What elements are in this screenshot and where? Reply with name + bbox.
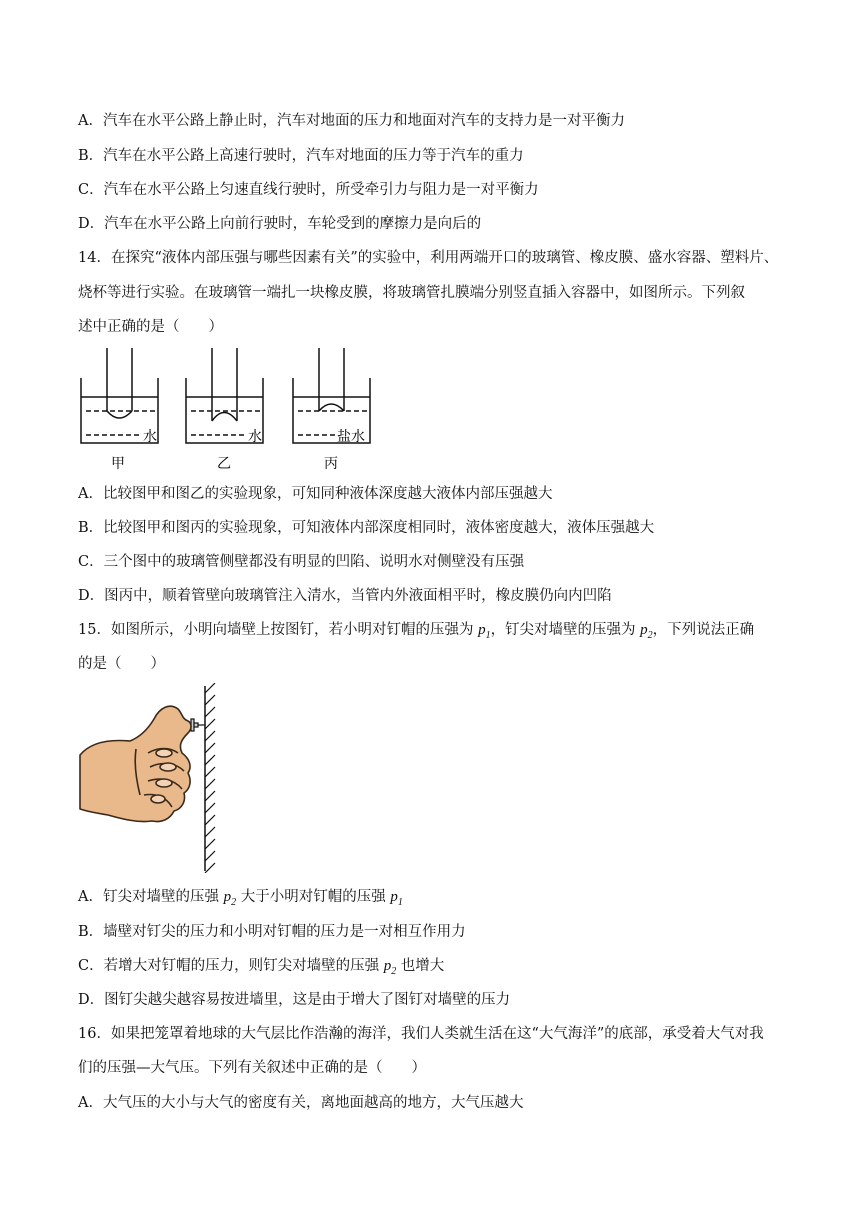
p1-variable: $p_1$ bbox=[390, 889, 403, 908]
q15-option-d: D．图钉尖越尖越容易按进墙里，这是由于增大了图钉对墙壁的压力 bbox=[78, 992, 511, 1008]
q14-figure bbox=[78, 345, 378, 475]
q16-stem-line-1: 16．如果把笼罩着地球的大气层比作浩瀚的海洋，我们人类就生活在这“大气海洋”的底部，承受着大气对我 bbox=[78, 1026, 764, 1042]
q14-stem-line-3: 述中正确的是（ ） bbox=[78, 319, 223, 335]
q15-option-a: A．钉尖对墙壁的压强 $p_2$ 大于小明对钉帽的压强 $p_1$ bbox=[78, 889, 403, 908]
q15-figure bbox=[78, 683, 228, 873]
q15-option-c: C．若增大对钉帽的压力，则钉尖对墙壁的压强 $p_2$ 也增大 bbox=[78, 958, 445, 977]
thumbtack bbox=[191, 719, 205, 731]
q15-stem-text-2: ，钉尖对墙壁的压强为 bbox=[490, 622, 641, 638]
caption-bing: 丙 bbox=[324, 456, 338, 472]
q15-stem-text-1: 15．如图所示，小明向墙壁上按图钉，若小明对钉帽的压强为 bbox=[78, 622, 479, 638]
q15-stem-text-3: ，下列说法正确 bbox=[652, 622, 755, 638]
q16-stem-line-2: 们的压强—大气压。下列有关叙述中正确的是（ ） bbox=[78, 1060, 426, 1076]
caption-jia: 甲 bbox=[111, 456, 125, 472]
p1-variable: $p_1$ bbox=[478, 622, 491, 641]
q15-option-b: B．墙壁对钉尖的压力和小明对钉帽的压力是一对相互作用力 bbox=[78, 924, 466, 940]
q14-stem-line-1: 14．在探究“液体内部压强与哪些因素有关”的实验中，利用两端开口的玻璃管、橡皮膜、盛水容器、塑料片、 bbox=[78, 250, 779, 266]
q14-stem-line-2: 烧杯等进行实验。在玻璃管一端扎一块橡皮膜，将玻璃管扎膜端分别竖直插入容器中，如图所示。下列叙 bbox=[78, 285, 745, 301]
q13-option-c: C．汽车在水平公路上匀速直线行驶时，所受牵引力与阻力是一对平衡力 bbox=[78, 182, 539, 198]
q13-option-a: A．汽车在水平公路上静止时，汽车对地面的压力和地面对汽车的支持力是一对平衡力 bbox=[78, 113, 625, 129]
liquid-label-bing: 盐水 bbox=[337, 429, 365, 445]
wall bbox=[205, 683, 215, 873]
q14-option-a: A．比较图甲和图乙的实验现象，可知同种液体深度越大液体内部压强越大 bbox=[78, 486, 553, 502]
q13-option-b: B．汽车在水平公路上高速行驶时，汽车对地面的压力等于汽车的重力 bbox=[78, 148, 524, 164]
q14-option-d: D．图丙中，顺着管壁向玻璃管注入清水，当管内外液面相平时，橡皮膜仍向内凹陷 bbox=[78, 588, 612, 604]
liquid-label-yi: 水 bbox=[248, 429, 262, 445]
p2-variable: $p_2$ bbox=[223, 889, 237, 908]
liquid-label-jia: 水 bbox=[143, 429, 157, 445]
p2-variable: $p_2$ bbox=[383, 958, 397, 977]
q14-option-c: C．三个图中的玻璃管侧壁都没有明显的凹陷、说明水对侧壁没有压强 bbox=[78, 554, 525, 570]
q16-option-a: A．大气压的大小与大气的密度有关，离地面越高的地方，大气压越大 bbox=[78, 1095, 524, 1111]
caption-yi: 乙 bbox=[217, 456, 231, 472]
hand bbox=[80, 706, 191, 821]
q13-option-d: D．汽车在水平公路上向前行驶时，车轮受到的摩擦力是向后的 bbox=[78, 216, 482, 232]
q15-stem-line-2: 的是（ ） bbox=[78, 656, 165, 672]
q14-option-b: B．比较图甲和图丙的实验现象，可知液体内部深度相同时，液体密度越大，液体压强越大 bbox=[78, 520, 655, 536]
q15-stem-line-1 bbox=[78, 620, 754, 646]
p2-variable: $p_2$ bbox=[640, 622, 653, 641]
